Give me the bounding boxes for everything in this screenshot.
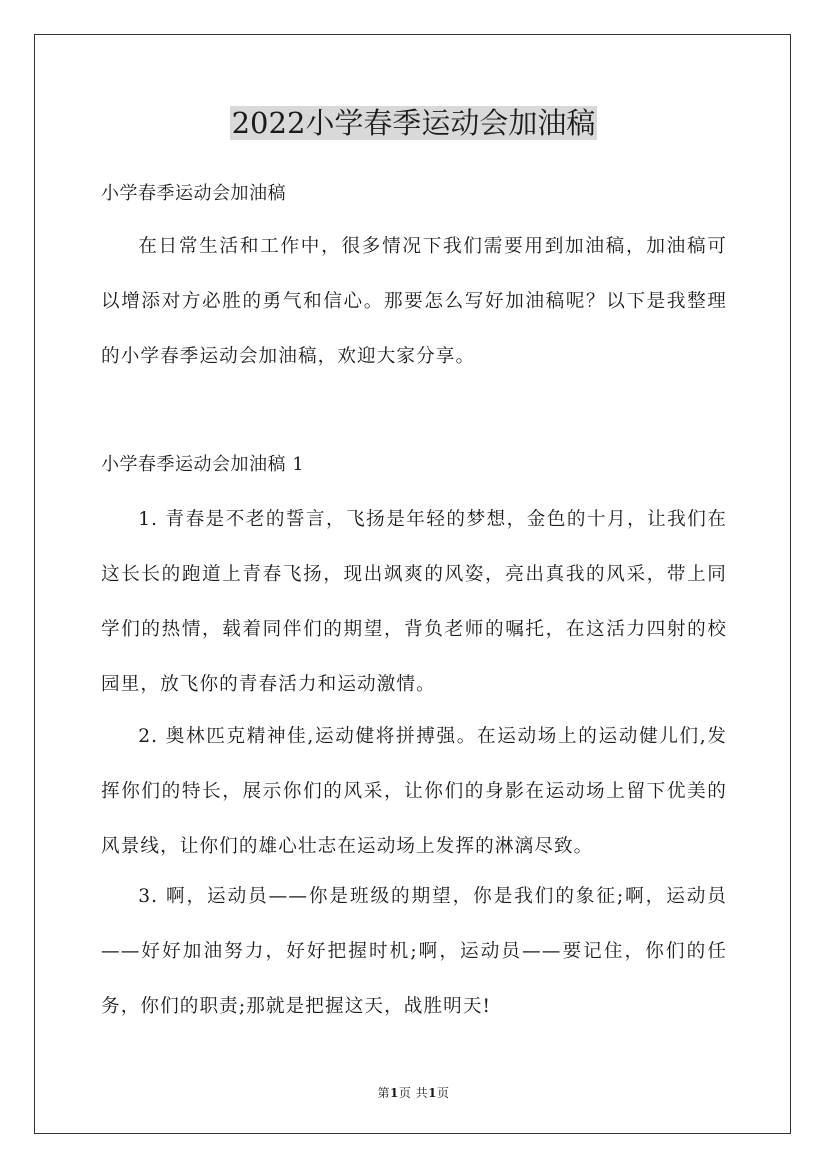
document-subtitle: 小学春季运动会加油稿 (101, 183, 286, 204)
list-item-1: 1. 青春是不老的誓言，飞扬是年轻的梦想，金色的十月，让我们在这长长的跑道上青春飞扬，现出飒爽的风姿，亮出真我的风采，带上同学们的热情，载着同伴们的期望，背负老师的嘱托，在这活力四射的校园里，放飞你的青春活力和运动激情。 (101, 509, 727, 695)
footer-page-current: 1 (389, 1086, 399, 1100)
footer-page-suffix: 页 (437, 1086, 450, 1100)
intro-paragraph: 在日常生活和工作中，很多情况下我们需要用到加油稿，加油稿可以增添对方必胜的勇气和信心。那要怎么写好加油稿呢？以下是我整理的小学春季运动会加油稿，欢迎大家分享。 (101, 236, 727, 367)
section-heading: 小学春季运动会加油稿 1 (101, 454, 305, 475)
page-footer (0, 1085, 827, 1101)
footer-page-mid: 页 共 (398, 1086, 429, 1100)
list-item-3: 3. 啊，运动员——你是班级的期望，你是我们的象征;啊，运动员——好好加油努力，好好把握时机;啊，运动员——要记住，你们的任务，你们的职责;那就是把握这天，战胜明天! (101, 886, 727, 1017)
document-title-text: 2022小学春季运动会加油稿 (231, 106, 596, 140)
document-title (0, 100, 827, 146)
footer-page-total: 1 (428, 1086, 438, 1100)
footer-page-prefix: 第 (377, 1086, 390, 1100)
list-item-2: 2. 奥林匹克精神佳,运动健将拼搏强。在运动场上的运动健儿们,发挥你们的特长，展示你们的风采，让你们的身影在运动场上留下优美的风景线，让你们的雄心壮志在运动场上发挥的淋漓尽致。 (101, 726, 727, 857)
